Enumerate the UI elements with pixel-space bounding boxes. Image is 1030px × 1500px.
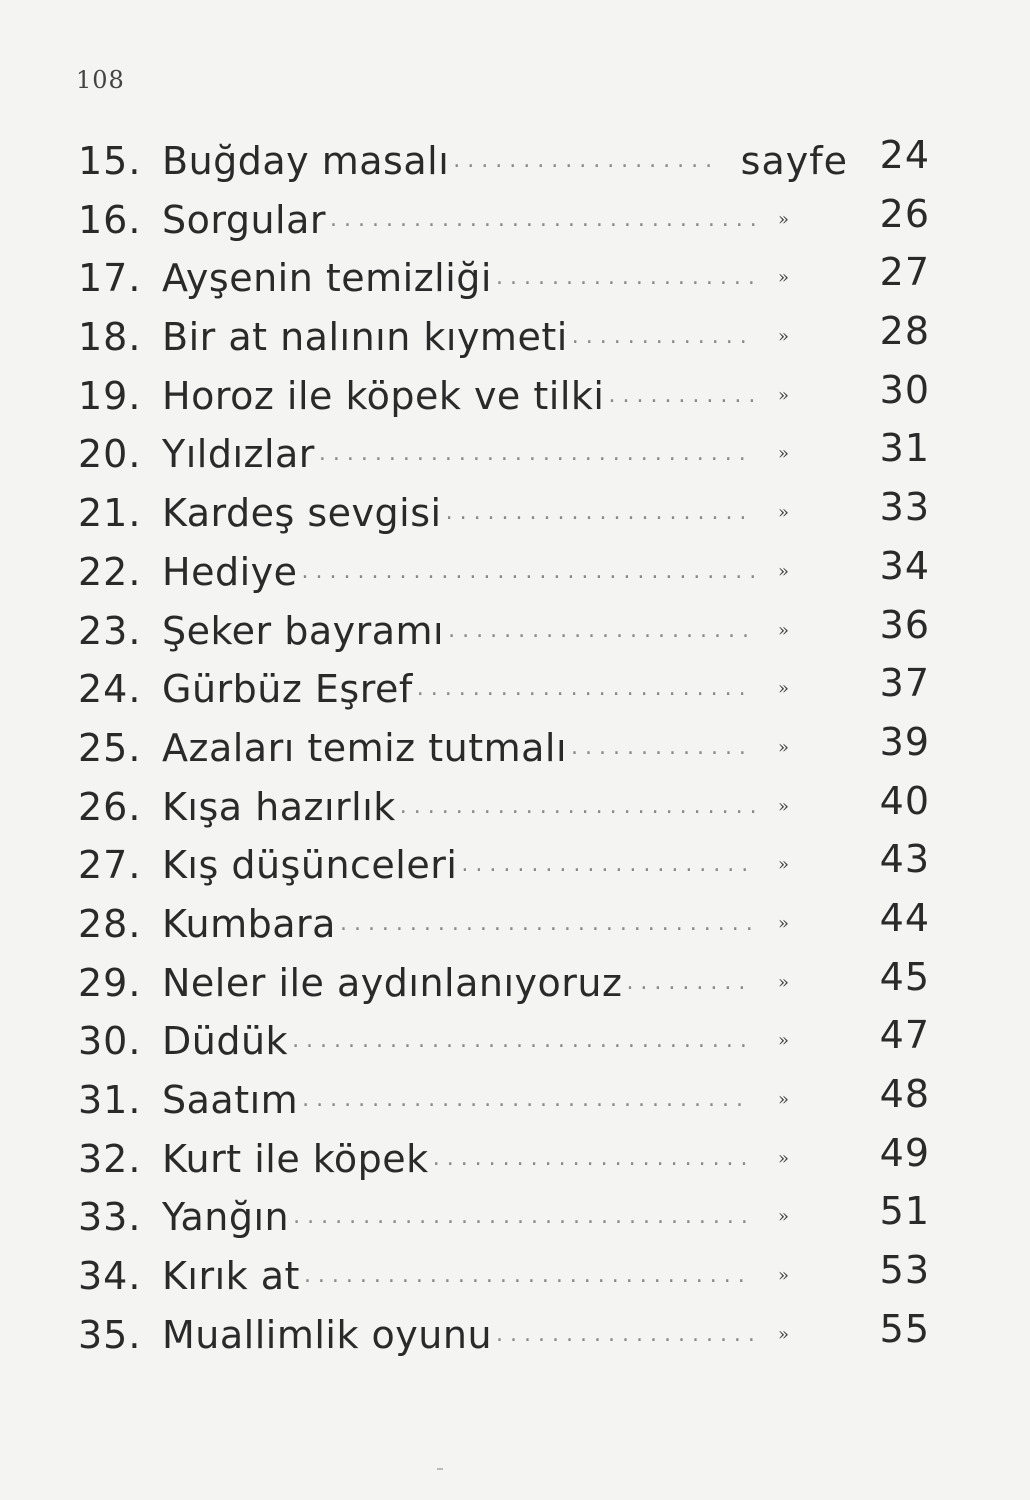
toc-entry [78,1130,930,1189]
toc-entry-title: Horoz ile köpek ve tilki [162,373,605,418]
toc-ditto-mark: » [778,854,790,876]
toc-entry [78,895,930,954]
page-number: 108 [76,66,125,94]
toc-entry-number: 32. [78,1136,142,1181]
toc-entry-title: Hediye [162,549,298,594]
toc-entry-number: 17. [78,256,142,301]
toc-entry-title: Sorgular [162,197,326,242]
toc-entry [78,1247,930,1306]
toc-entry-page: 28 [879,309,930,354]
toc-ditto-mark: » [778,1323,790,1345]
toc-ditto-mark: » [778,619,790,641]
toc-entry-page: 48 [879,1072,930,1116]
toc-entry-title: Düdük [162,1019,289,1064]
toc-dot-leader: ................... [496,1321,762,1347]
toc-dot-leader: ............. [571,324,754,350]
toc-dot-leader: ............................... [318,441,753,467]
toc-entry-number: 19. [78,373,142,418]
toc-entry-title: Neler ile aydınlanıyoruz [162,960,623,1005]
toc-entry-number: 31. [78,1078,142,1122]
toc-entry-page: 26 [879,191,930,236]
toc-ditto-mark: » [778,443,790,465]
toc-ditto-mark: » [778,208,790,230]
toc-entry [78,836,930,895]
toc-page-label: sayfe [740,139,848,183]
toc-entry-page: 27 [879,250,930,295]
toc-entry-page: 24 [879,133,930,177]
toc-entry-page: 40 [879,778,930,823]
toc-entry-title: Kırık at [162,1254,300,1299]
toc-dot-leader: ................................. [293,1204,755,1230]
toc-entry [78,719,930,778]
toc-entry-number: 34. [78,1254,142,1299]
toc-ditto-mark: » [778,1206,790,1228]
toc-entry-page: 45 [879,954,930,999]
toc-entry-number: 33. [78,1195,142,1240]
toc-entry [78,484,930,543]
toc-entry-page: 44 [879,895,930,940]
toc-ditto-mark: » [778,384,790,406]
toc-dot-leader: ................................ [303,1263,752,1289]
toc-entry-title: Gürbüz Eşref [162,667,413,712]
toc-entry-number: 30. [78,1019,142,1064]
toc-entry-page: 55 [879,1306,930,1351]
toc-dot-leader: ...................... [448,617,756,643]
toc-dot-leader: ................... [495,265,762,291]
toc-entry-number: 29. [78,960,142,1005]
toc-entry-number: 18. [78,315,142,360]
toc-entry [78,425,930,484]
toc-entry [78,1071,930,1130]
toc-entry-page: 37 [879,661,930,706]
toc-dot-leader: ................................. [301,558,764,584]
toc-entry-page: 31 [879,426,930,471]
toc-ditto-mark: » [778,560,790,582]
toc-entry-number: 35. [78,1312,142,1357]
toc-entry-number: 24. [78,667,142,712]
toc-entry-number: 27. [78,843,142,888]
toc-entry-title: Şeker bayramı [162,608,445,653]
toc-entry [78,249,930,308]
toc-entry-title: Kumbara [162,901,336,946]
toc-entry-title: Yanğın [162,1195,290,1240]
toc-entry-page: 51 [879,1189,930,1234]
toc-entry-title: Kurt ile köpek [162,1136,429,1181]
toc-entry-page: 39 [879,719,930,764]
toc-entry-number: 21. [78,491,142,536]
toc-ditto-mark: » [778,326,790,348]
toc-entry-page: 47 [879,1013,930,1058]
toc-ditto-mark: » [778,502,790,524]
toc-entry-title: Bir at nalının kıymeti [162,315,568,360]
toc-entry-title: Muallimlik oyunu [162,1312,493,1357]
toc-entry-title: Ayşenin temizliği [162,256,492,301]
toc-entry-title: Saatım [162,1078,299,1122]
toc-entry [78,1012,930,1071]
toc-entry-page: 36 [879,602,930,647]
toc-entry-number: 20. [78,432,142,477]
toc-ditto-mark: » [778,1089,790,1110]
toc-dot-leader: ................................ [302,1087,750,1112]
toc-dot-leader: ........... [608,382,763,408]
toc-entry-page: 30 [879,367,930,412]
toc-entry-number: 16. [78,197,142,242]
toc-entry-page: 34 [879,543,930,588]
print-speck [437,1468,443,1470]
toc-entry [78,132,930,191]
toc-entry-page: 33 [879,485,930,530]
toc-entry-number: 22. [78,549,142,594]
toc-dot-leader: ..................... [461,852,756,878]
toc-dot-leader: ........................ [416,676,753,702]
toc-ditto-mark: » [778,1265,790,1287]
toc-entry-number: 15. [78,139,142,183]
toc-entry-page: 53 [879,1248,930,1293]
toc-ditto-mark: » [778,795,790,817]
toc-dot-leader: ............. [571,734,753,760]
toc-entry-number: 23. [78,608,142,653]
toc-dot-leader: ............................... [330,206,764,232]
toc-ditto-mark: » [778,1030,790,1052]
toc-dot-leader: ................................. [292,1028,754,1054]
toc-ditto-mark: » [778,678,790,700]
toc-entry-title: Kışa hazırlık [162,784,396,829]
toc-dot-leader: .............................. [339,910,760,936]
table-of-contents [78,132,930,1364]
toc-entry [78,660,930,719]
toc-ditto-mark: » [778,971,790,993]
toc-entry-page: 43 [879,837,930,882]
toc-entry [78,602,930,661]
toc-dot-leader: ....................... [432,1145,755,1171]
toc-entry-title: Buğday masalı [162,139,450,183]
toc-entry [78,543,930,602]
toc-dot-leader: ......... [626,969,753,995]
toc-entry-title: Kardeş sevgisi [162,491,442,536]
toc-entry-title: Azaları temiz tutmalı [162,725,568,770]
toc-entry-page: 49 [879,1130,930,1175]
toc-dot-leader: ................... [453,148,720,173]
toc-entry-number: 26. [78,784,142,829]
toc-entry [78,954,930,1013]
toc-entry [78,1306,930,1365]
toc-ditto-mark: » [778,1147,790,1169]
toc-entry [78,778,930,837]
toc-entry-number: 25. [78,725,142,770]
toc-entry [78,1188,930,1247]
toc-dot-leader: .......................... [399,793,764,819]
toc-ditto-mark: » [778,912,790,934]
toc-entry [78,367,930,426]
toc-entry-number: 28. [78,901,142,946]
toc-entry [78,308,930,367]
toc-dot-leader: ...................... [445,500,754,526]
toc-entry [78,191,930,250]
toc-ditto-mark: » [778,736,790,758]
toc-entry-title: Yıldızlar [162,432,315,477]
toc-ditto-mark: » [778,267,790,289]
toc-entry-title: Kış düşünceleri [162,843,458,888]
